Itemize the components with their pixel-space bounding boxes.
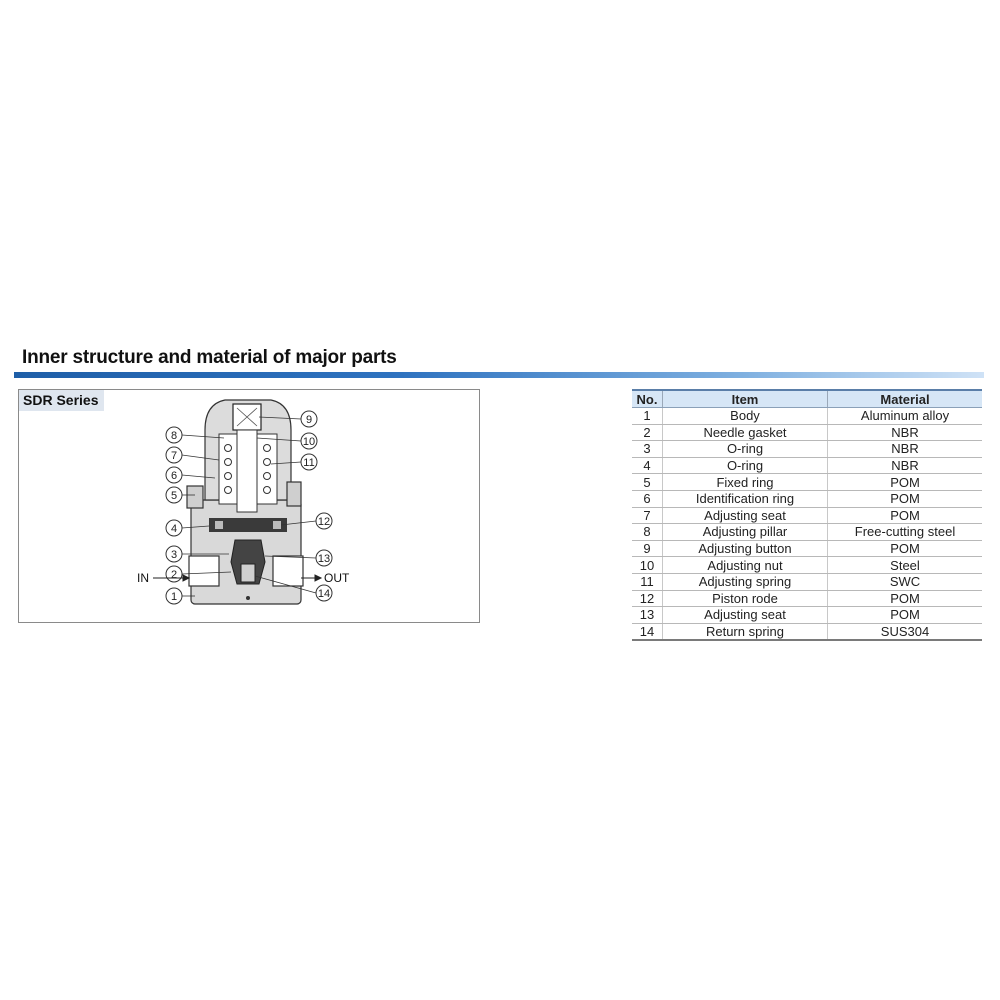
cell-no: 7 xyxy=(632,507,663,524)
callout-9: 9 xyxy=(305,414,313,426)
cell-no: 3 xyxy=(632,441,663,458)
callout-11: 11 xyxy=(303,457,315,469)
cell-material: SUS304 xyxy=(828,623,983,640)
cell-item: Body xyxy=(663,408,828,425)
table-row xyxy=(632,424,982,441)
adjusting-pillar xyxy=(237,430,257,512)
cell-item: Adjusting spring xyxy=(663,573,828,590)
cell-material: POM xyxy=(828,474,983,491)
cell-material: POM xyxy=(828,607,983,624)
table-row xyxy=(632,573,982,590)
cell-material: POM xyxy=(828,490,983,507)
callout-4: 4 xyxy=(170,523,178,535)
cell-material: NBR xyxy=(828,457,983,474)
cell-item: Adjusting nut xyxy=(663,557,828,574)
callout-13: 13 xyxy=(317,553,331,565)
cell-no: 12 xyxy=(632,590,663,607)
table-row xyxy=(632,474,982,491)
cell-item: Adjusting seat xyxy=(663,607,828,624)
table-row xyxy=(632,590,982,607)
table-row xyxy=(632,408,982,425)
cell-no: 10 xyxy=(632,557,663,574)
cell-no: 2 xyxy=(632,424,663,441)
cell-item: Adjusting seat xyxy=(663,507,828,524)
table-header-row xyxy=(632,390,982,408)
cell-no: 8 xyxy=(632,524,663,541)
port-in-label: IN xyxy=(137,571,149,585)
header-material: Material xyxy=(828,390,983,408)
series-label: SDR Series xyxy=(19,390,104,411)
cell-material: POM xyxy=(828,590,983,607)
header-no: No. xyxy=(632,390,663,408)
title-rule xyxy=(14,372,984,378)
callout-14: 14 xyxy=(317,588,331,600)
callout-6: 6 xyxy=(170,470,178,482)
callout-12: 12 xyxy=(317,516,331,528)
cell-material: POM xyxy=(828,507,983,524)
callout-8: 8 xyxy=(170,430,178,442)
cell-item: Piston rode xyxy=(663,590,828,607)
table-row xyxy=(632,490,982,507)
cell-no: 14 xyxy=(632,623,663,640)
table-row xyxy=(632,557,982,574)
table-row xyxy=(632,524,982,541)
cell-no: 13 xyxy=(632,607,663,624)
cell-item: O-ring xyxy=(663,457,828,474)
cell-item: Identification ring xyxy=(663,490,828,507)
cell-no: 1 xyxy=(632,408,663,425)
cell-item: Needle gasket xyxy=(663,424,828,441)
cell-material: Aluminum alloy xyxy=(828,408,983,425)
cell-material: Steel xyxy=(828,557,983,574)
cell-item: Adjusting pillar xyxy=(663,524,828,541)
table-row xyxy=(632,441,982,458)
cell-item: O-ring xyxy=(663,441,828,458)
callout-2: 2 xyxy=(170,569,178,581)
table-row xyxy=(632,607,982,624)
cell-item: Return spring xyxy=(663,623,828,640)
cell-no: 6 xyxy=(632,490,663,507)
table-row xyxy=(632,623,982,640)
port-out-label: OUT xyxy=(324,571,350,585)
table-row xyxy=(632,507,982,524)
cell-no: 5 xyxy=(632,474,663,491)
cell-material: Free-cutting steel xyxy=(828,524,983,541)
callout-5: 5 xyxy=(170,490,178,502)
cell-no: 11 xyxy=(632,573,663,590)
callout-3: 3 xyxy=(170,549,178,561)
valve-cross-section-diagram xyxy=(19,390,481,624)
header-item: Item xyxy=(663,390,828,408)
cell-material: POM xyxy=(828,540,983,557)
callout-10: 10 xyxy=(302,436,316,448)
cell-material: NBR xyxy=(828,424,983,441)
table-row xyxy=(632,457,982,474)
parts-table xyxy=(632,389,982,641)
cell-no: 4 xyxy=(632,457,663,474)
cell-material: SWC xyxy=(828,573,983,590)
callout-7: 7 xyxy=(170,450,178,462)
diagram-panel xyxy=(18,389,480,623)
table-row xyxy=(632,540,982,557)
cell-item: Fixed ring xyxy=(663,474,828,491)
callout-1: 1 xyxy=(170,591,178,603)
section-title: Inner structure and material of major parts xyxy=(22,347,397,368)
cell-no: 9 xyxy=(632,540,663,557)
parts-table-body xyxy=(632,408,982,641)
cell-material: NBR xyxy=(828,441,983,458)
cell-item: Adjusting button xyxy=(663,540,828,557)
